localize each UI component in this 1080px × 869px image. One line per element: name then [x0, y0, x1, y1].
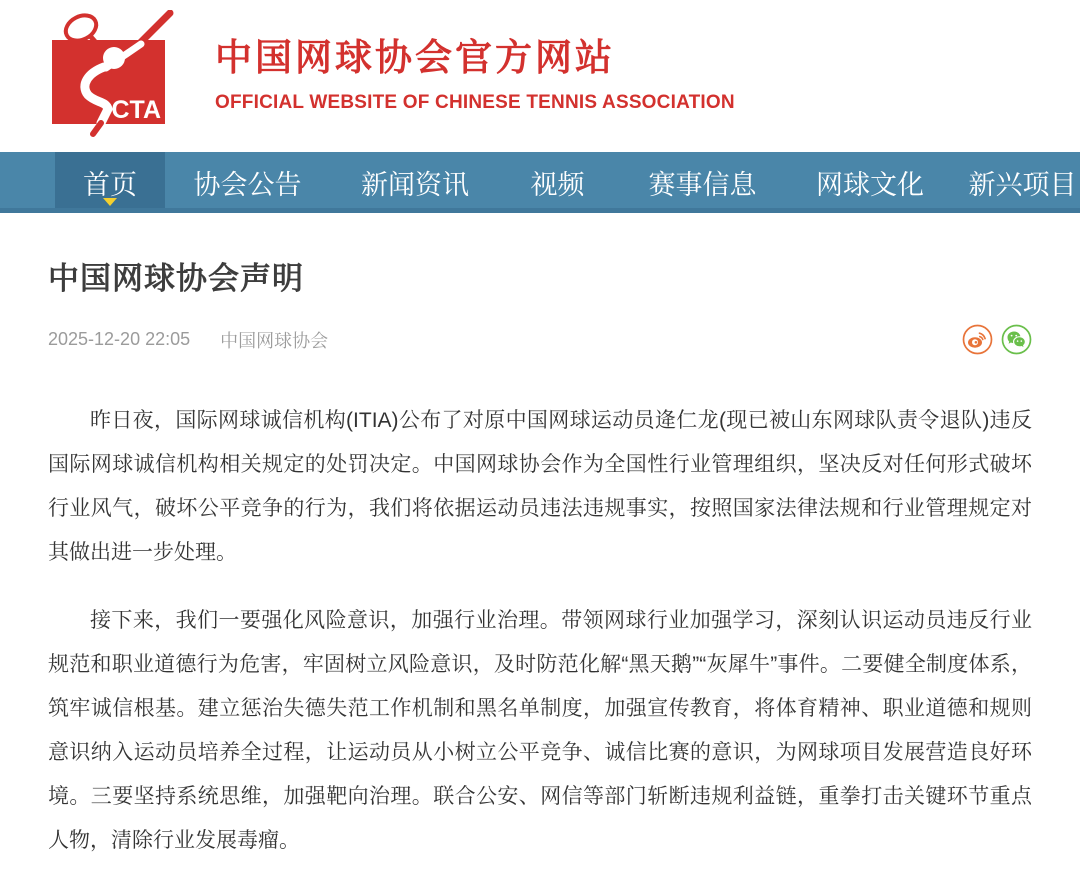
site-title-cn: 中国网球协会官方网站 — [215, 37, 615, 78]
nav-spacer — [0, 152, 55, 213]
nav-item-2[interactable] — [330, 152, 500, 213]
cta-logo-icon[interactable] — [44, 10, 176, 138]
nav-items — [55, 152, 1080, 213]
nav-item-label: 首页 — [83, 170, 137, 200]
site-titles — [215, 36, 735, 114]
nav-item-label: 新闻资讯 — [361, 170, 469, 200]
wechat-icon[interactable] — [1001, 324, 1032, 355]
nav-item-label: 视频 — [530, 170, 585, 200]
logo-cta-text: CTA — [111, 96, 161, 124]
article-paragraph: 接下来，我们一要强化风险意识，加强行业治理。带领网球行业加强学习，深刻认识运动员违反行业规范和职业道德行为危害，牢固树立风险意识，及时防范化解“黑天鹅”“灰犀牛”事件。二要健全制度体系，筑牢诚信根基。建立惩治失德失范工作机制和黑名单制度，加强宣传教育，将体育精神、职业道德和规则意识纳入运动员培养全过程，让运动员从小树立公平竞争、诚信比赛的意识，为网球项目发展营造良好环境。三要坚持系统思维，加强靶向治理。联合公安、网信等部门斩断违规利益链，重拳打击关键环节重点人物，清除行业发展毒瘤。 — [48, 609, 1032, 852]
nav-item-0[interactable] — [55, 152, 165, 213]
nav-item-1[interactable] — [165, 152, 330, 213]
article-paragraph: 昨日夜，国际网球诚信机构(ITIA)公布了对原中国网球运动员逄仁龙(现已被山东网球队责令退队)违反国际网球诚信机构相关规定的处罚决定。中国网球协会作为全国性行业管理组织，坚决反对任何形式破坏行业风气，破坏公平竞争的行为，我们将依据运动员违法违规事实，按照国家法律法规和行业管理规定对其做出进一步处理。 — [48, 409, 1032, 564]
article-body — [48, 399, 1032, 863]
share-buttons — [962, 324, 1032, 355]
article-title: 中国网球协会声明 — [48, 261, 304, 296]
article-meta — [48, 324, 1032, 355]
article-source: 中国网球协会 — [220, 330, 329, 351]
active-tab-indicator-icon — [103, 198, 117, 206]
nav-item-label: 协会公告 — [193, 170, 302, 200]
nav-item-label: 赛事信息 — [648, 170, 757, 200]
site-header — [0, 0, 1080, 152]
article-date: 2025-12-20 22:05 — [48, 329, 191, 349]
nav-item-label: 网球文化 — [816, 170, 924, 200]
nav-item-3[interactable] — [500, 152, 615, 213]
nav-item-4[interactable] — [615, 152, 790, 213]
nav-item-6[interactable] — [950, 152, 1080, 213]
article — [0, 253, 1080, 863]
nav-item-5[interactable] — [790, 152, 950, 213]
nav-bottom-strip — [0, 208, 1080, 213]
main-nav — [0, 152, 1080, 213]
site-title-en: OFFICIAL WEBSITE OF CHINESE TENNIS ASSOCIATION — [215, 92, 735, 114]
nav-item-label: 新兴项目 — [968, 170, 1077, 200]
weibo-icon[interactable] — [962, 324, 993, 355]
